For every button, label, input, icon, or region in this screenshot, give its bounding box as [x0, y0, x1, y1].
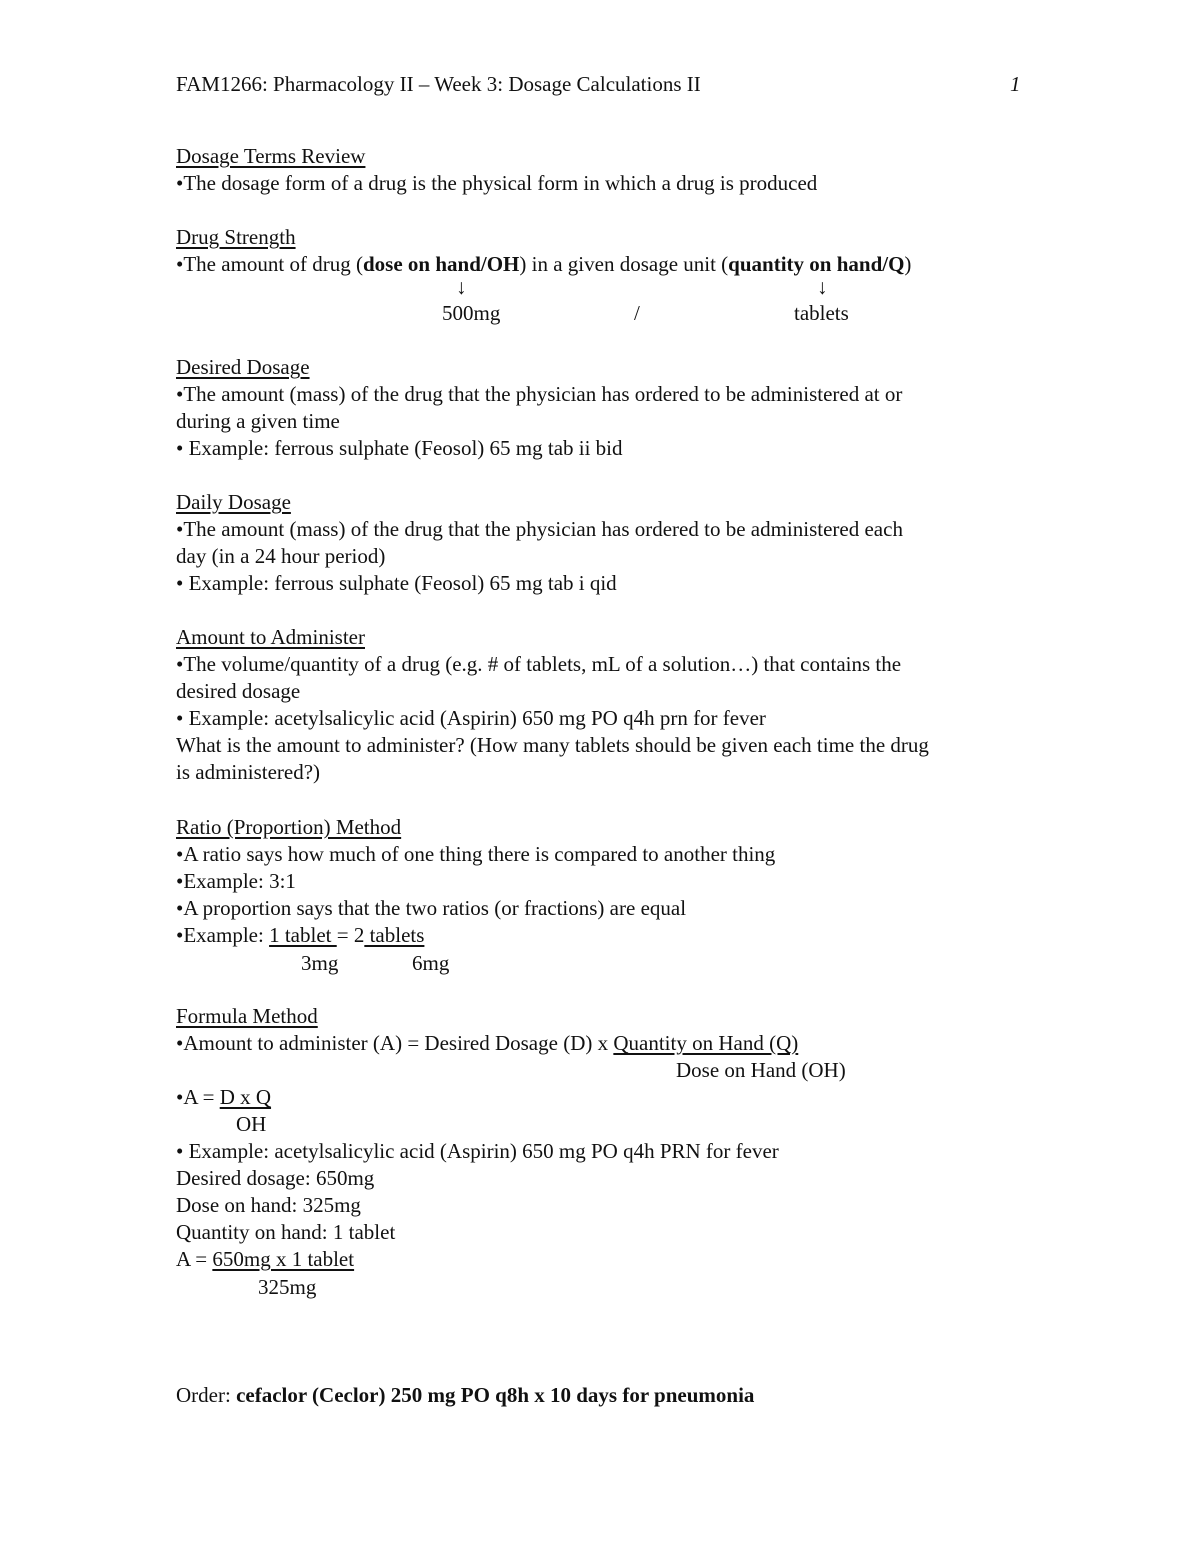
drug-strength-text-a: •The amount of drug ( — [176, 252, 363, 276]
order-line — [176, 1382, 754, 1409]
formula-dose-on-hand: Dose on hand: 325mg — [176, 1193, 361, 1217]
formula-prefix: •Amount to administer (A) = Desired Dosage (D) x — [176, 1031, 614, 1055]
desired-dosage-line: during a given time — [176, 409, 340, 433]
formula-desired-dosage: Desired dosage: 650mg — [176, 1166, 375, 1190]
section-heading-daily-dosage: Daily Dosage — [176, 490, 291, 514]
ratio-line: •A proportion says that the two ratios (or fractions) are equal — [176, 896, 687, 920]
page-number: 1 — [1010, 72, 1021, 96]
amount-question: is administered?) — [176, 760, 321, 784]
formula-quantity-on-hand: Quantity on hand: 1 tablet — [176, 1220, 396, 1244]
proportion-prefix: •Example: — [176, 923, 270, 947]
dose-on-hand-term: dose on hand/OH — [362, 252, 520, 276]
drug-strength-line — [176, 251, 911, 278]
formula-short — [176, 1084, 271, 1111]
desired-dosage-example: • Example: ferrous sulphate (Feosol) 65 mg tab ii bid — [176, 436, 623, 460]
section-heading-desired-dosage: Desired Dosage — [176, 355, 310, 379]
formula-calc-numerator: 650mg x 1 tablet — [212, 1247, 355, 1271]
amount-example: • Example: acetylsalicylic acid (Aspirin) 650 mg PO q4h prn for fever — [176, 706, 766, 730]
formula-denominator: Dose on Hand (OH) — [676, 1058, 846, 1082]
order-label: Order: — [176, 1383, 237, 1407]
down-arrow-icon: ↓ — [456, 275, 467, 299]
formula-calc-denominator: 325mg — [258, 1275, 317, 1299]
proportion-numerator-2: tablets — [364, 923, 425, 947]
quantity-on-hand-term: quantity on hand/Q — [728, 252, 905, 276]
formula-short-denominator: OH — [236, 1112, 267, 1136]
desired-dosage-line: •The amount (mass) of the drug that the physician has ordered to be administered at or — [176, 382, 903, 406]
formula-short-prefix: •A = — [176, 1085, 220, 1109]
proportion-numerator-1: 1 tablet — [269, 923, 337, 947]
dose-example: 500mg — [442, 301, 501, 325]
drug-strength-text-c: ) in a given dosage unit ( — [519, 252, 729, 276]
section-heading-amount-to-administer: Amount to Administer — [176, 625, 365, 649]
order-text: cefaclor (Ceclor) 250 mg PO q8h x 10 days for pneumonia — [236, 1383, 755, 1407]
amount-line: desired dosage — [176, 679, 301, 703]
daily-dosage-example: • Example: ferrous sulphate (Feosol) 65 mg tab i qid — [176, 571, 617, 595]
dosage-terms-line: •The dosage form of a drug is the physical form in which a drug is produced — [176, 171, 818, 195]
daily-dosage-line: day (in a 24 hour period) — [176, 544, 386, 568]
drug-strength-text-e: ) — [904, 252, 912, 276]
amount-line: •The volume/quantity of a drug (e.g. # of tablets, mL of a solution…) that contains the — [176, 652, 902, 676]
formula-calculation — [176, 1246, 354, 1273]
amount-question: What is the amount to administer? (How many tablets should be given each time the drug — [176, 733, 929, 757]
ratio-line: •Example: 3:1 — [176, 869, 296, 893]
formula-short-numerator: D x Q — [219, 1085, 272, 1109]
section-heading-ratio-method: Ratio (Proportion) Method — [176, 815, 402, 839]
section-heading-drug-strength: Drug Strength — [176, 225, 296, 249]
ratio-line: •A ratio says how much of one thing there is compared to another thing — [176, 842, 776, 866]
section-heading-dosage-terms: Dosage Terms Review — [176, 144, 366, 168]
proportion-denominator-1: 3mg — [301, 951, 339, 975]
formula-example: • Example: acetylsalicylic acid (Aspirin) 650 mg PO q4h PRN for fever — [176, 1139, 779, 1163]
unit-example: tablets — [794, 301, 849, 325]
proportion-equals: = 2 — [336, 923, 365, 947]
document-title: FAM1266: Pharmacology II – Week 3: Dosage Calculations II — [176, 72, 701, 96]
proportion-denominator-2: 6mg — [412, 951, 450, 975]
section-heading-formula-method: Formula Method — [176, 1004, 318, 1028]
slash-separator: / — [634, 301, 640, 325]
daily-dosage-line: •The amount (mass) of the drug that the physician has ordered to be administered each — [176, 517, 903, 541]
formula-calc-prefix: A = — [176, 1247, 213, 1271]
formula-definition — [176, 1030, 798, 1057]
down-arrow-icon: ↓ — [817, 275, 828, 299]
formula-numerator: Quantity on Hand (Q) — [613, 1031, 799, 1055]
proportion-example — [176, 922, 424, 949]
